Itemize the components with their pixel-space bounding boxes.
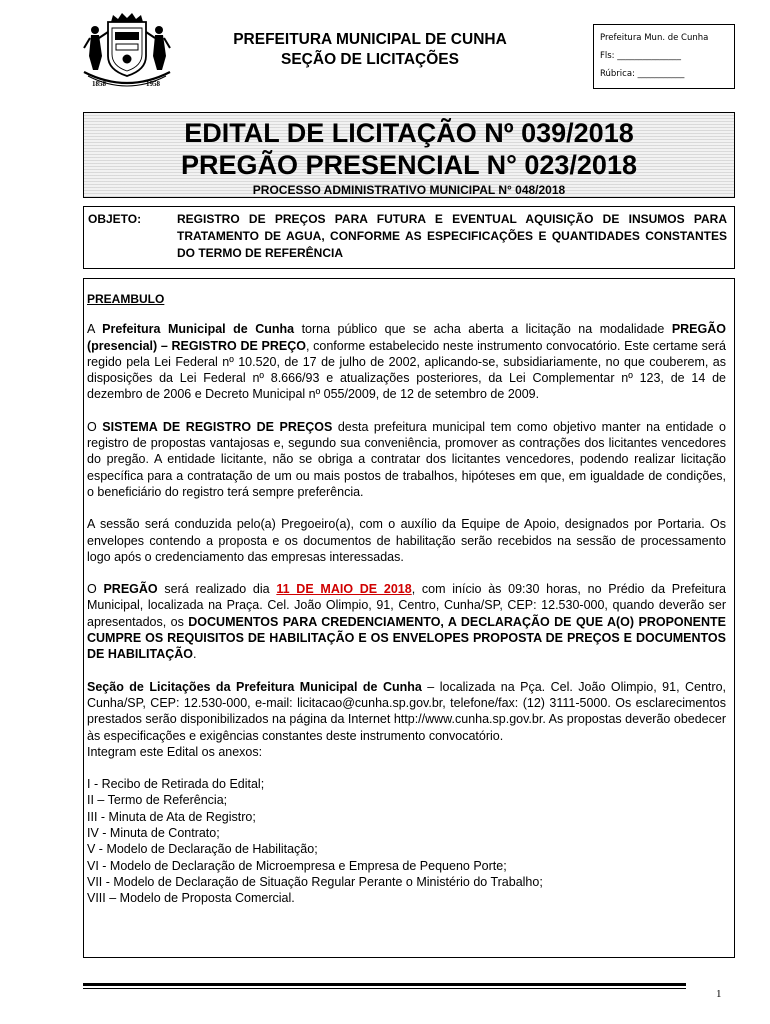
- footer-divider-thin: [83, 988, 686, 989]
- p1-text-e: , conforme estabelecido neste instrumento convocatório. Este certame será regido pela Lei Federal nº 10.520, de 17 de julho de 2002, aplicando-se, subsidiariamente, no que couberem, as disposições da Lei Federal nº 8.666/93 e atualizações posteriores, da Lei Complementar nº 123, de 14 de dezembro de 2006 e Decreto Municipal nº 055/2009, de 12 de setembro de 2009.: [87, 338, 726, 402]
- page-number: 1: [716, 988, 722, 1000]
- header-title-line2: SEÇÃO DE LICITAÇÕES: [281, 51, 459, 68]
- p5-secao-bold: Seção de Licitações da Prefeitura Municipal de Cunha: [87, 679, 422, 694]
- p1-modalidade-bold: PREGÃO (presencial) – REGISTRO DE PREÇO: [87, 322, 726, 353]
- list-item: VI - Modelo de Declaração de Microempresa e Empresa de Pequeno Porte;: [87, 858, 507, 873]
- pregao-date-highlight: 11 DE MAIO DE 2018: [276, 582, 412, 597]
- p2-text-c: desta prefeitura municipal tem como objetivo manter na entidade o registro de propostas vantajosas e, segundo sua conveniência, promover as contrações dos licitantes vencedores do pregão. A entidade licitante, não se obriga a contratar dos licitantes vencedores, podendo realizar licitação específica para a contratação de um ou mais postos de trabalhos, hipóteses em que, em igualdade de condições, o beneficiário do registro terá sempre preferência.: [87, 419, 726, 499]
- header-title-line1: PREFEITURA MUNICIPAL DE CUNHA: [233, 31, 507, 48]
- paragraph-secao-licitacoes: [87, 679, 726, 744]
- stamp-line-rubrica: Rúbrica: ___________: [600, 69, 685, 79]
- list-item: VIII – Modelo de Proposta Comercial.: [87, 891, 295, 906]
- list-item: V - Modelo de Declaração de Habilitação;: [87, 842, 318, 857]
- p4-text-a: O: [87, 582, 104, 597]
- objeto-label: OBJETO:: [88, 212, 142, 226]
- p4-text-c: será realizado dia: [157, 582, 277, 597]
- paragraph-sistema-registro: [87, 419, 726, 500]
- p5-text-b: – localizada na Pça. Cel. João Olimpio, 91, Centro, Cunha/SP, CEP: 12.530-000, e-mail: licitacao@cunha.sp.gov.br, telefone/fax: (12) 3111-5000. Os esclarecimentos prestados serão disponibilizados na página da Internet http://www.cunha.sp.gov.br. As propostas deverão obedecer às especificações e exigências constantes deste instrumento convocatório.: [87, 679, 726, 743]
- p1-prefeitura-bold: Prefeitura Municipal de Cunha: [102, 322, 295, 337]
- main-text-box: [83, 278, 735, 958]
- annex-intro: Integram este Edital os anexos:: [87, 744, 263, 759]
- p2-text-a: O: [87, 419, 103, 434]
- list-item: I - Recibo de Retirada do Edital;: [87, 777, 265, 792]
- stamp-line-fls: Fls: _______________: [600, 51, 681, 61]
- processo-number: PROCESSO ADMINISTRATIVO MUNICIPAL N° 048/2018: [252, 183, 566, 197]
- p1-text-a: A: [87, 322, 103, 337]
- p1-text-c: torna público que se acha aberta a licitação na modalidade: [294, 322, 672, 337]
- list-item: IV - Minuta de Contrato;: [87, 826, 220, 841]
- p4-text-d: , com início às 09:30 horas, no Prédio da Prefeitura Municipal, localizada na Praça. Cel. João Olimpio, 91, Centro, Cunha/SP, CEP: 12.530-000, quando deverão ser apresentados, os: [87, 582, 726, 629]
- objeto-box: [83, 206, 735, 269]
- p4-text-f: .: [193, 647, 197, 662]
- preambulo-heading: PREAMBULO: [87, 292, 165, 306]
- edital-number: EDITAL DE LICITAÇÃO Nº 039/2018: [184, 118, 634, 148]
- paragraph-preambulo: [87, 321, 726, 402]
- municipal-crest-logo: [78, 12, 176, 90]
- edital-title-box: [83, 112, 735, 198]
- list-item: III - Minuta de Ata de Registro;: [87, 809, 256, 824]
- objeto-text: REGISTRO DE PREÇOS PARA FUTURA E EVENTUAL AQUISIÇÃO DE INSUMOS PARA TRATAMENTO DE AGUA, CONFORME AS ESPECIFICAÇÕES E QUANTIDADES CONSTANTES DO TERMO DE REFERÊNCIA: [177, 212, 727, 260]
- annex-list: [87, 776, 726, 906]
- list-item: VII - Modelo de Declaração de Situação Regular Perante o Ministério do Trabalho;: [87, 874, 543, 889]
- header-title: [205, 30, 535, 70]
- crest-year-left: 1858: [92, 80, 106, 88]
- footer-divider: [83, 983, 686, 986]
- folio-stamp-box: [593, 24, 735, 89]
- paragraph-sessao: A sessão será conduzida pelo(a) Pregoeiro(a), com o auxílio da Equipe de Apoio, designados por Portaria. Os envelopes contendo a proposta e os documentos de habilitação serão recebidos na sessão de processamento logo após o credenciamento das empresas interessadas.: [87, 517, 726, 564]
- crest-year-right: 1958: [146, 80, 160, 88]
- p2-sistema-bold: SISTEMA DE REGISTRO DE PREÇOS: [102, 419, 333, 434]
- pregao-number: PREGÃO PRESENCIAL N° 023/2018: [181, 150, 637, 180]
- p4-documentos-bold: DOCUMENTOS PARA CREDENCIAMENTO, A DECLARAÇÃO DE QUE A(O) PROPONENTE CUMPRE OS REQUISITOS DE HABILITAÇÃO E OS ENVELOPES PROPOSTA DE PREÇOS E DOCUMENTOS DE HABILITAÇÃO: [87, 614, 726, 662]
- stamp-line-prefeitura: Prefeitura Mun. de Cunha: [600, 33, 709, 43]
- list-item: II – Termo de Referência;: [87, 793, 228, 808]
- p4-pregao-bold: PREGÃO: [103, 582, 158, 597]
- paragraph-pregao-date: [87, 581, 726, 662]
